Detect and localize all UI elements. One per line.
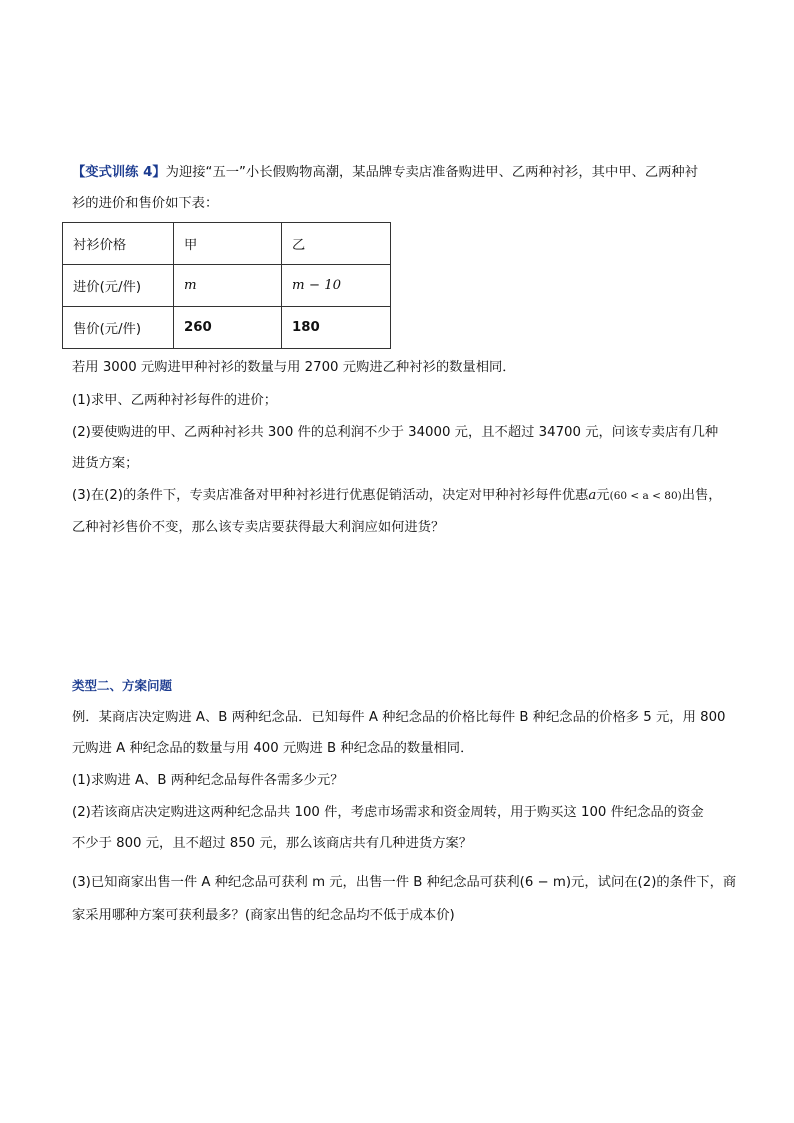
table-cell: 180: [282, 307, 391, 349]
exercise-condition: 若用 3000 元购进甲种衬衫的数量与用 2700 元购进乙种衬衫的数量相同．: [72, 360, 516, 375]
exercise-question-3-line1: [72, 486, 724, 506]
exercise-question-3-text: (3)在(2)的条件下，专卖店准备对甲种衬衫进行优惠促销活动，决定对甲种衬衫每件优惠: [72, 488, 589, 503]
price-table: [62, 222, 391, 349]
example-line1: [72, 708, 724, 728]
table-cell: m − 10: [282, 265, 391, 307]
table-row: [63, 223, 391, 265]
example-label: 例．: [72, 710, 99, 725]
table-row: [63, 307, 391, 349]
table-cell: m: [174, 265, 282, 307]
table-header-cell: 衬衫价格: [63, 223, 174, 265]
table-cell: 260: [174, 307, 282, 349]
example-line2: 元购进 A 种纪念品的数量与用 400 元购进 B 种纪念品的数量相同．: [72, 741, 474, 756]
table-cell: 售价(元/件): [63, 307, 174, 349]
table-header-cell: 乙: [282, 223, 391, 265]
example-text: 某商店决定购进 A、B 两种纪念品．已知每件 A 种纪念品的价格比每件 B 种纪念品的价格多 5 元，用 800: [98, 710, 726, 725]
exercise-question-3-line2: 乙种衬衫售价不变，那么该专卖店要获得最大利润应如何进货？: [72, 520, 445, 535]
exercise-question-2-line1: (2)要使购进的甲、乙两种衬衫共 300 件的总利润不少于 34000 元，且不超过 34700 元，问该专卖店有几种: [72, 425, 719, 440]
variable-a: a: [588, 488, 597, 503]
example-question-2-line2: 不少于 800 元，且不超过 850 元，那么该商店共有几种进货方案？: [72, 836, 473, 851]
example-question-3-line2: 家采用哪种方案可获利最多？(商家出售的纪念品均不低于成本价): [72, 908, 455, 923]
example-question-3-line1: (3)已知商家出售一件 A 种纪念品可获利 m 元，出售一件 B 种纪念品可获利(6 − m)元，试问在(2)的条件下，商: [72, 875, 737, 890]
exercise-intro-line1: [72, 163, 724, 183]
range-expression: (60 < a < 80): [609, 490, 682, 502]
example-question-1: (1)求购进 A、B 两种纪念品每件各需多少元？: [72, 773, 344, 788]
exercise-question-1: (1)求甲、乙两种衬衫每件的进价；: [72, 393, 277, 408]
exercise-question-3-tail: 出售，: [681, 488, 722, 503]
exercise-intro-line2: 衫的进价和售价如下表：: [72, 196, 219, 211]
exercise-tag: 【变式训练 4】: [72, 165, 166, 180]
table-cell: 进价(元/件): [63, 265, 174, 307]
exercise-question-2-line2: 进货方案；: [72, 456, 139, 471]
section-heading: 类型二、方案问题: [72, 678, 173, 693]
exercise-intro-text: 为迎接“五一”小长假购物高潮，某品牌专卖店准备购进甲、乙两种衬衫，其中甲、乙两种衬: [165, 165, 699, 180]
table-header-cell: 甲: [174, 223, 282, 265]
example-question-2-line1: (2)若该商店决定购进这两种纪念品共 100 件，考虑市场需求和资金周转，用于购买这 100 件纪念品的资金: [72, 805, 704, 820]
unit-yuan: 元: [596, 488, 610, 503]
table-row: [63, 265, 391, 307]
